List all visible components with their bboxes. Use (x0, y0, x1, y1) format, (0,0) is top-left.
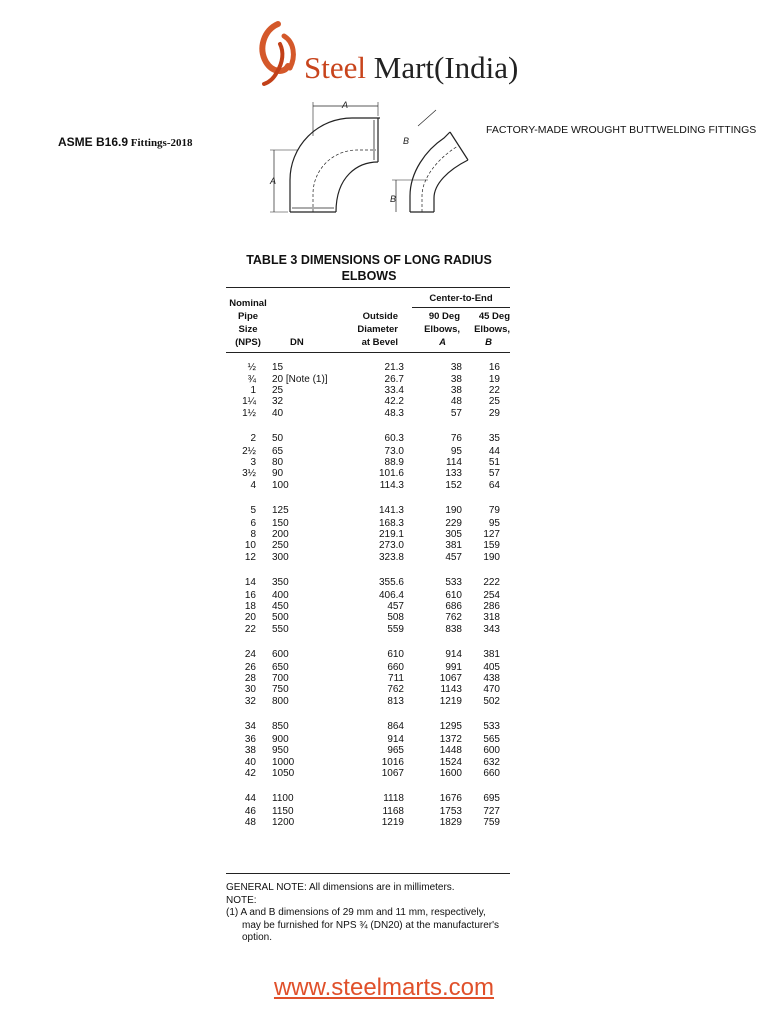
dim-label-a-top: A (342, 100, 349, 110)
cell-b45: 51 (488, 456, 500, 468)
table-row (226, 662, 500, 673)
header-90deg-line: 90 Deg (428, 311, 460, 322)
document-subtitle: FACTORY-MADE WROUGHT BUTTWELDING FITTINGS (486, 124, 757, 136)
table-row (226, 540, 500, 551)
cell-od: 610 (387, 649, 404, 661)
cell-a90: 686 (445, 601, 462, 613)
cell-dn: 950 (272, 745, 289, 757)
cell-dn: 1100 (272, 793, 294, 805)
notes (226, 882, 516, 945)
cell-a90: 38 (450, 362, 462, 374)
header-top-rule (226, 287, 510, 288)
cell-nps: 1½ (242, 407, 256, 419)
cell-b45: 29 (488, 407, 500, 419)
header-45deg (464, 310, 510, 349)
table-row (226, 517, 500, 528)
dimensions-table (226, 362, 500, 828)
cell-od: 914 (387, 733, 404, 745)
table-row (226, 734, 500, 745)
cell-b45: 405 (483, 661, 500, 673)
cell-b45: 381 (483, 649, 500, 661)
cell-b45: 254 (483, 589, 500, 601)
table-row (226, 373, 500, 384)
cell-a90: 114 (446, 456, 462, 468)
cell-b45: 759 (483, 817, 500, 829)
elbow-diagram (258, 96, 488, 220)
cell-dn: 1150 (272, 805, 294, 817)
cell-a90: 76 (450, 433, 462, 445)
table-row (226, 779, 500, 806)
cell-nps: 10 (244, 540, 256, 552)
cell-b45: 159 (483, 540, 500, 552)
cell-b45: 695 (483, 793, 500, 805)
cell-b45: 565 (483, 733, 500, 745)
cell-od: 711 (388, 673, 404, 685)
cell-od: 273.0 (378, 540, 404, 552)
cell-b45: 35 (488, 433, 500, 445)
cell-nps: 16 (244, 589, 256, 601)
table-row (226, 419, 500, 446)
cell-a90: 57 (450, 407, 462, 419)
cell-dn: 15 (272, 362, 284, 374)
note-1-line2: may be furnished for NPS ¾ (DN20) at the manufacturer's (242, 919, 500, 931)
cell-b45: 127 (483, 528, 500, 540)
header-dn: DN (290, 337, 304, 348)
brand-name (304, 50, 518, 86)
cell-nps: 32 (244, 695, 256, 707)
cell-nps: 44 (244, 793, 256, 805)
header-od-line: at Bevel (361, 337, 398, 348)
cell-nps: 4 (250, 479, 256, 491)
table-bottom-rule (226, 873, 510, 874)
cell-b45: 222 (483, 577, 500, 589)
cell-dn: 25 (272, 384, 284, 396)
cell-nps: 1¼ (242, 396, 256, 408)
cell-od: 1168 (382, 805, 404, 817)
cell-nps: 5 (250, 505, 256, 517)
note-1-line1: (1) A and B dimensions of 29 mm and 11 mm, respectively, (226, 907, 486, 918)
cell-a90: 1219 (439, 695, 462, 707)
cell-dn: 125 (272, 505, 289, 517)
header-45deg-line: 45 Deg (478, 311, 510, 322)
spec-code: ASME B16.9 (58, 135, 129, 149)
cell-nps: 30 (244, 684, 256, 696)
cell-a90: 991 (445, 661, 462, 673)
cell-od: 1118 (383, 793, 404, 805)
center-to-end-rule (412, 307, 510, 308)
cell-dn: 32 (272, 396, 284, 408)
cell-b45: 286 (483, 601, 500, 613)
table-title (228, 252, 510, 284)
cell-nps: 3 (250, 456, 256, 468)
cell-a90: 838 (445, 623, 462, 635)
cell-dn: 50 (272, 433, 284, 445)
cell-od: 406.4 (378, 589, 404, 601)
header-od-line: Outside (362, 311, 398, 322)
cell-od: 88.9 (384, 456, 404, 468)
cell-b45: 600 (483, 745, 500, 757)
table-row (226, 529, 500, 540)
cell-od: 60.3 (384, 433, 404, 445)
cell-od: 660 (387, 661, 404, 673)
cell-a90: 229 (445, 517, 462, 529)
note-heading: NOTE: (226, 894, 257, 906)
cell-dn: 90 (272, 468, 284, 480)
cell-od: 21.3 (384, 362, 404, 374)
table-row (226, 806, 500, 817)
table-row (226, 707, 500, 734)
cell-a90: 1600 (439, 767, 462, 779)
table-row (226, 756, 500, 767)
table-row (226, 479, 500, 490)
cell-od: 1067 (381, 767, 404, 779)
cell-dn: 65 (272, 445, 284, 457)
cell-b45: 632 (483, 756, 500, 768)
header-90deg-line: Elbows, (424, 324, 460, 335)
cell-nps: 34 (244, 721, 256, 733)
cell-a90: 305 (445, 528, 462, 540)
cell-dn: 150 (272, 517, 289, 529)
cell-dn: 700 (272, 673, 289, 685)
header-nps (226, 297, 270, 349)
cell-dn: 600 (272, 649, 289, 661)
cell-od: 355.6 (378, 577, 404, 589)
cell-a90: 1143 (440, 684, 462, 696)
cell-b45: 19 (488, 373, 500, 385)
cell-dn: 80 (272, 456, 284, 468)
table-row (226, 768, 500, 779)
cell-od: 762 (387, 684, 404, 696)
header-nps-line: Pipe (237, 311, 259, 322)
table-row (226, 563, 500, 590)
table-row (226, 673, 500, 684)
website-link[interactable]: www.steelmarts.com (273, 974, 495, 1001)
cell-nps: 46 (244, 805, 256, 817)
cell-od: 33.4 (384, 384, 404, 396)
cell-b45: 64 (488, 479, 500, 491)
cell-a90: 381 (445, 540, 462, 552)
table-row (226, 612, 500, 623)
cell-b45: 727 (483, 805, 500, 817)
logo-swoosh-icon (250, 20, 310, 90)
cell-od: 168.3 (378, 517, 404, 529)
cell-od: 559 (387, 623, 404, 635)
spec-suffix: Fittings-2018 (128, 137, 193, 149)
cell-a90: 95 (450, 445, 462, 457)
cell-b45: 660 (483, 767, 500, 779)
cell-a90: 914 (445, 649, 462, 661)
table-row (226, 385, 500, 396)
cell-a90: 610 (445, 589, 462, 601)
cell-nps: 40 (244, 756, 256, 768)
cell-dn: 300 (272, 551, 289, 563)
cell-od: 813 (387, 695, 404, 707)
table-row (226, 362, 500, 373)
cell-dn: 850 (272, 721, 289, 733)
cell-nps: 12 (244, 551, 256, 563)
cell-dn: 450 (272, 601, 289, 613)
note-1-line3: option. (242, 932, 273, 943)
cell-dn: 40 (272, 407, 284, 419)
header-45deg-line: B (485, 337, 492, 348)
cell-od: 1016 (381, 756, 404, 768)
table-row (226, 552, 500, 563)
table-row (226, 396, 500, 407)
cell-a90: 133 (445, 468, 462, 480)
cell-nps: 28 (244, 673, 256, 685)
cell-od: 114.3 (379, 479, 404, 491)
cell-nps: 24 (244, 649, 256, 661)
cell-od: 26.7 (384, 373, 404, 385)
cell-nps: ½ (247, 362, 256, 374)
cell-od: 42.2 (384, 396, 404, 408)
cell-dn: 350 (272, 577, 289, 589)
cell-dn: 400 (272, 589, 289, 601)
cell-a90: 38 (450, 384, 462, 396)
brand-name-rest: Mart(India) (366, 50, 519, 85)
cell-dn: 20 [Note (1)] (272, 373, 328, 385)
cell-a90: 1295 (439, 721, 462, 733)
cell-od: 457 (387, 601, 404, 613)
table-row (226, 635, 500, 662)
cell-dn: 900 (272, 733, 289, 745)
cell-od: 73.0 (384, 445, 404, 457)
table-row (226, 696, 500, 707)
cell-od: 965 (387, 745, 404, 757)
cell-dn: 1050 (272, 767, 295, 779)
general-note: GENERAL NOTE: All dimensions are in millimeters. (226, 882, 455, 893)
cell-nps: 22 (244, 623, 256, 635)
cell-b45: 95 (488, 517, 500, 529)
cell-nps: 26 (244, 661, 256, 673)
cell-a90: 190 (445, 505, 462, 517)
cell-dn: 750 (272, 684, 289, 696)
header-90deg-line: A (439, 337, 446, 348)
cell-b45: 533 (483, 721, 500, 733)
header-nps-line: (NPS) (235, 337, 261, 348)
cell-nps: 18 (244, 601, 256, 613)
dim-label-a-side: A (270, 176, 277, 186)
table-row (226, 491, 500, 518)
cell-b45: 438 (483, 673, 500, 685)
cell-nps: 3½ (242, 468, 256, 480)
cell-nps: 6 (250, 517, 256, 529)
cell-nps: 14 (244, 577, 256, 589)
header-bottom-rule (226, 352, 510, 353)
cell-b45: 79 (488, 505, 500, 517)
cell-a90: 1753 (439, 805, 462, 817)
cell-nps: 42 (244, 767, 256, 779)
cell-od: 48.3 (384, 407, 404, 419)
brand-logo (250, 20, 519, 90)
cell-a90: 152 (445, 479, 462, 491)
table-row (226, 407, 500, 418)
table-title-line1: TABLE 3 DIMENSIONS OF LONG RADIUS (246, 253, 492, 267)
cell-od: 141.3 (378, 505, 404, 517)
cell-b45: 502 (483, 695, 500, 707)
cell-b45: 25 (488, 396, 500, 408)
cell-od: 508 (387, 612, 404, 624)
cell-dn: 100 (272, 479, 289, 491)
header-nps-line: Size (238, 324, 258, 335)
cell-dn: 250 (272, 540, 289, 552)
cell-b45: 22 (488, 384, 500, 396)
cell-dn: 650 (272, 661, 289, 673)
cell-b45: 318 (483, 612, 500, 624)
cell-od: 101.6 (378, 468, 404, 480)
cell-a90: 1829 (439, 817, 462, 829)
cell-a90: 457 (445, 551, 462, 563)
spec-label (58, 135, 193, 149)
cell-nps: 38 (244, 745, 256, 757)
table-row (226, 468, 500, 479)
table-row (226, 624, 500, 635)
cell-a90: 1372 (439, 733, 462, 745)
cell-a90: 762 (445, 612, 462, 624)
table-row (226, 457, 500, 468)
cell-b45: 190 (483, 551, 500, 563)
cell-dn: 500 (272, 612, 289, 624)
dim-label-b-side: B (390, 194, 397, 204)
cell-nps: 20 (244, 612, 256, 624)
cell-dn: 550 (272, 623, 289, 635)
header-od (348, 310, 398, 349)
cell-b45: 470 (483, 684, 500, 696)
cell-a90: 1067 (439, 673, 462, 685)
cell-od: 864 (387, 721, 404, 733)
table-title-line2: ELBOWS (341, 269, 397, 283)
cell-a90: 38 (450, 373, 462, 385)
brand-name-steel: Steel (304, 50, 366, 85)
cell-a90: 1524 (439, 756, 462, 768)
cell-b45: 57 (488, 468, 500, 480)
cell-b45: 343 (483, 623, 500, 635)
cell-od: 1219 (381, 817, 404, 829)
table-row (226, 590, 500, 601)
cell-dn: 1000 (272, 756, 295, 768)
header-center-to-end: Center-to-End (429, 293, 493, 304)
cell-nps: 48 (244, 817, 256, 829)
table-row (226, 684, 500, 695)
cell-nps: 36 (244, 733, 256, 745)
cell-a90: 533 (445, 577, 462, 589)
cell-a90: 1448 (439, 745, 462, 757)
cell-a90: 48 (450, 396, 462, 408)
dim-label-b-diag: B (403, 136, 410, 146)
header-od-line: Diameter (357, 324, 398, 335)
cell-nps: 1 (250, 384, 256, 396)
header-nps-line: Nominal (229, 298, 267, 309)
table-row (226, 817, 500, 828)
table-row (226, 745, 500, 756)
cell-od: 323.8 (378, 551, 404, 563)
cell-dn: 200 (272, 528, 289, 540)
cell-nps: 2½ (242, 445, 256, 457)
table-row (226, 601, 500, 612)
cell-dn: 1200 (272, 817, 295, 829)
cell-nps: ¾ (247, 373, 256, 385)
cell-dn: 800 (272, 695, 289, 707)
table-row (226, 445, 500, 456)
cell-nps: 2 (250, 433, 256, 445)
cell-nps: 8 (250, 528, 256, 540)
cell-od: 219.1 (378, 528, 404, 540)
cell-b45: 16 (488, 362, 500, 374)
cell-b45: 44 (488, 445, 500, 457)
header-90deg (412, 310, 460, 349)
header-45deg-line: Elbows, (474, 324, 510, 335)
cell-a90: 1676 (439, 793, 462, 805)
